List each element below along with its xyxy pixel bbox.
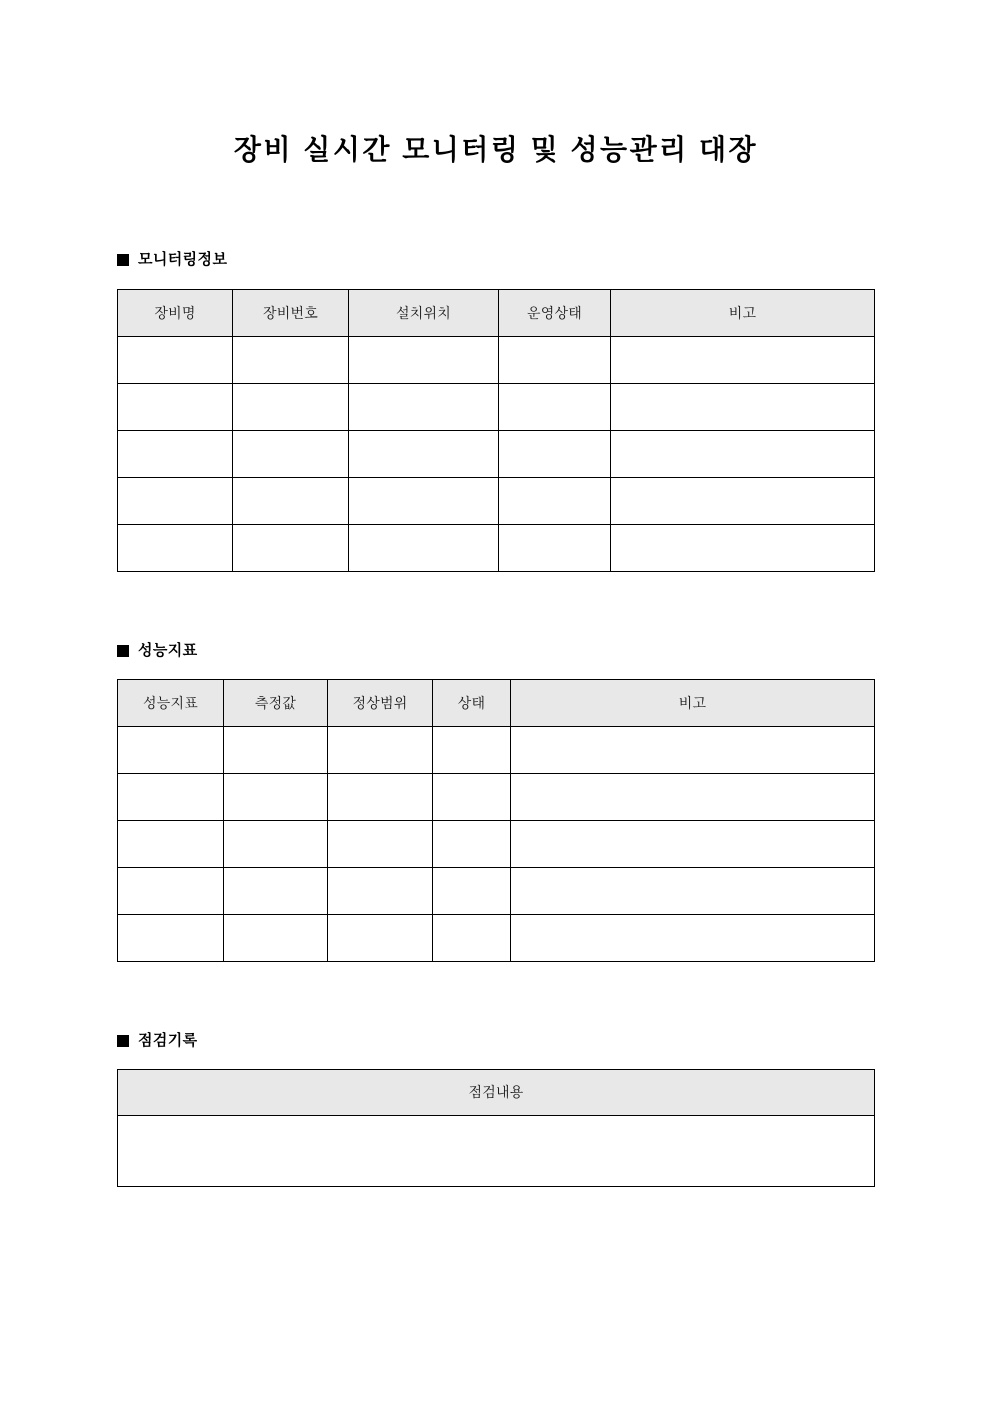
cell-measured-value[interactable] bbox=[224, 915, 328, 962]
table-row bbox=[118, 525, 875, 572]
cell-normal-range[interactable] bbox=[328, 915, 433, 962]
cell-remarks[interactable] bbox=[611, 431, 875, 478]
cell-remarks[interactable] bbox=[611, 478, 875, 525]
table-row bbox=[118, 431, 875, 478]
cell-performance-metric[interactable] bbox=[118, 868, 224, 915]
cell-operation-status[interactable] bbox=[499, 337, 611, 384]
cell-equipment-number[interactable] bbox=[233, 525, 349, 572]
cell-equipment-name[interactable] bbox=[118, 478, 233, 525]
cell-inspection-content[interactable] bbox=[118, 1116, 875, 1187]
square-bullet-icon bbox=[117, 1035, 129, 1047]
column-header-performance-metric: 성능지표 bbox=[118, 680, 224, 727]
column-header-install-location: 설치위치 bbox=[349, 290, 499, 337]
cell-performance-metric[interactable] bbox=[118, 821, 224, 868]
cell-remarks[interactable] bbox=[511, 821, 875, 868]
cell-install-location[interactable] bbox=[349, 337, 499, 384]
cell-measured-value[interactable] bbox=[224, 868, 328, 915]
column-header-equipment-name: 장비명 bbox=[118, 290, 233, 337]
table-row bbox=[118, 1116, 875, 1187]
column-header-inspection-content: 점검내용 bbox=[118, 1070, 875, 1116]
table-header-row bbox=[118, 290, 875, 337]
cell-operation-status[interactable] bbox=[499, 384, 611, 431]
column-header-remarks: 비고 bbox=[511, 680, 875, 727]
cell-status[interactable] bbox=[433, 774, 511, 821]
table-row bbox=[118, 774, 875, 821]
square-bullet-icon bbox=[117, 645, 129, 657]
cell-remarks[interactable] bbox=[511, 774, 875, 821]
cell-equipment-number[interactable] bbox=[233, 384, 349, 431]
table-row bbox=[118, 821, 875, 868]
column-header-normal-range: 정상범위 bbox=[328, 680, 433, 727]
cell-status[interactable] bbox=[433, 915, 511, 962]
table-row bbox=[118, 384, 875, 431]
cell-status[interactable] bbox=[433, 868, 511, 915]
cell-measured-value[interactable] bbox=[224, 821, 328, 868]
cell-remarks[interactable] bbox=[611, 384, 875, 431]
section-heading-monitoring bbox=[117, 252, 227, 267]
cell-remarks[interactable] bbox=[511, 727, 875, 774]
table-header-row bbox=[118, 680, 875, 727]
column-header-equipment-number: 장비번호 bbox=[233, 290, 349, 337]
column-header-operation-status: 운영상태 bbox=[499, 290, 611, 337]
table-row bbox=[118, 868, 875, 915]
section-heading-label: 성능지표 bbox=[138, 642, 198, 659]
cell-normal-range[interactable] bbox=[328, 868, 433, 915]
cell-equipment-name[interactable] bbox=[118, 525, 233, 572]
column-header-measured-value: 측정값 bbox=[224, 680, 328, 727]
cell-performance-metric[interactable] bbox=[118, 774, 224, 821]
section-heading-label: 점검기록 bbox=[138, 1032, 198, 1049]
cell-equipment-number[interactable] bbox=[233, 431, 349, 478]
cell-remarks[interactable] bbox=[511, 868, 875, 915]
cell-performance-metric[interactable] bbox=[118, 915, 224, 962]
section-heading-inspection bbox=[117, 1033, 198, 1048]
cell-normal-range[interactable] bbox=[328, 821, 433, 868]
page-title: 장비 실시간 모니터링 및 성능관리 대장 bbox=[233, 134, 759, 165]
cell-remarks[interactable] bbox=[511, 915, 875, 962]
cell-operation-status[interactable] bbox=[499, 478, 611, 525]
cell-status[interactable] bbox=[433, 727, 511, 774]
monitoring-info-table bbox=[117, 289, 875, 572]
cell-measured-value[interactable] bbox=[224, 774, 328, 821]
table-row bbox=[118, 478, 875, 525]
cell-normal-range[interactable] bbox=[328, 727, 433, 774]
square-bullet-icon bbox=[117, 254, 129, 266]
cell-operation-status[interactable] bbox=[499, 431, 611, 478]
section-heading-performance bbox=[117, 643, 198, 658]
cell-install-location[interactable] bbox=[349, 384, 499, 431]
cell-equipment-name[interactable] bbox=[118, 431, 233, 478]
cell-equipment-number[interactable] bbox=[233, 337, 349, 384]
performance-metrics-table bbox=[117, 679, 875, 962]
table-row bbox=[118, 915, 875, 962]
inspection-record-table bbox=[117, 1069, 875, 1187]
section-heading-label: 모니터링정보 bbox=[138, 251, 228, 268]
table-header-row bbox=[118, 1070, 875, 1116]
cell-operation-status[interactable] bbox=[499, 525, 611, 572]
cell-install-location[interactable] bbox=[349, 478, 499, 525]
column-header-status: 상태 bbox=[433, 680, 511, 727]
cell-remarks[interactable] bbox=[611, 525, 875, 572]
cell-status[interactable] bbox=[433, 821, 511, 868]
cell-equipment-number[interactable] bbox=[233, 478, 349, 525]
cell-install-location[interactable] bbox=[349, 525, 499, 572]
cell-measured-value[interactable] bbox=[224, 727, 328, 774]
column-header-remarks: 비고 bbox=[611, 290, 875, 337]
table-row bbox=[118, 727, 875, 774]
cell-remarks[interactable] bbox=[611, 337, 875, 384]
table-row bbox=[118, 337, 875, 384]
cell-equipment-name[interactable] bbox=[118, 337, 233, 384]
cell-install-location[interactable] bbox=[349, 431, 499, 478]
cell-performance-metric[interactable] bbox=[118, 727, 224, 774]
cell-equipment-name[interactable] bbox=[118, 384, 233, 431]
cell-normal-range[interactable] bbox=[328, 774, 433, 821]
